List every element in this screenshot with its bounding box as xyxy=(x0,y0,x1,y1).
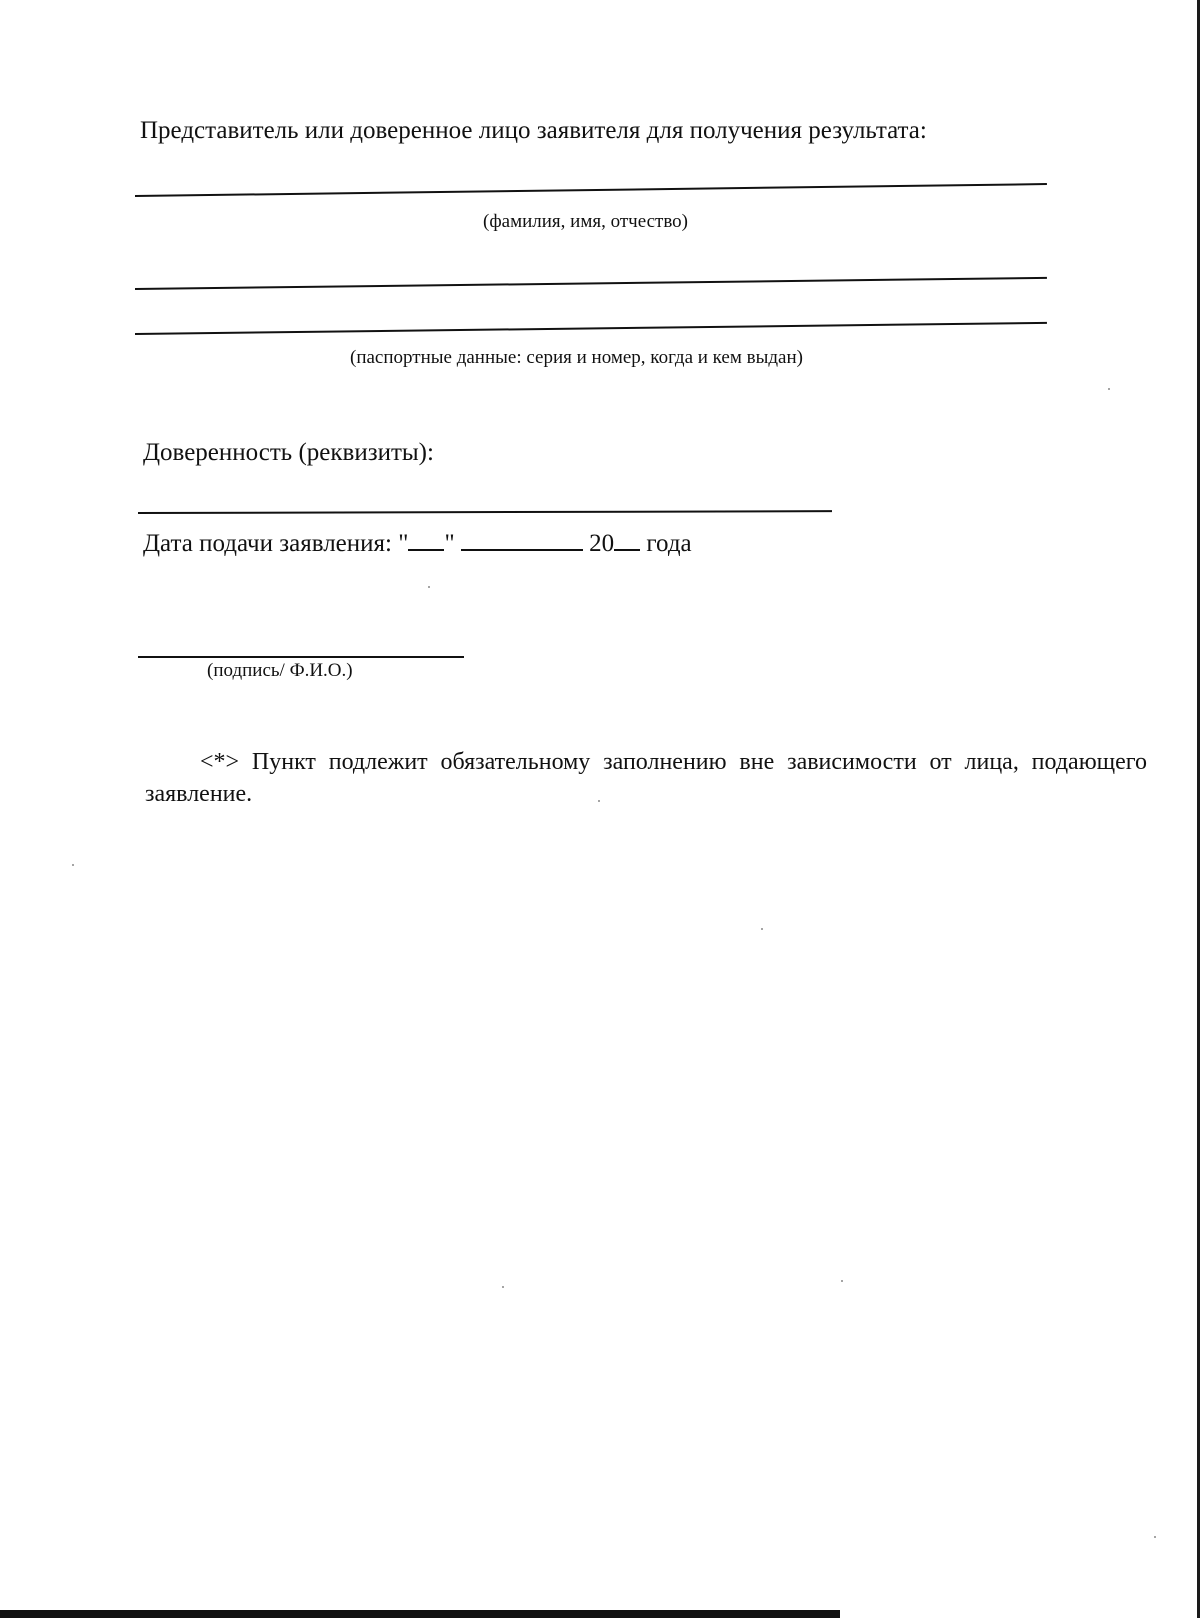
scan-edge-bottom xyxy=(0,1610,840,1618)
submission-date-row xyxy=(143,527,692,559)
date-month-field[interactable] xyxy=(461,527,583,551)
signature-line[interactable] xyxy=(138,656,464,658)
scan-speck xyxy=(1154,1536,1156,1538)
scan-speck xyxy=(1108,388,1110,390)
date-day-field[interactable] xyxy=(408,527,444,551)
representative-fio-line[interactable] xyxy=(135,183,1047,197)
scan-speck xyxy=(598,800,600,802)
scan-speck xyxy=(761,928,763,930)
signature-caption: (подпись/ Ф.И.О.) xyxy=(207,660,353,681)
scan-speck xyxy=(428,586,430,588)
submission-date-label: Дата подачи заявления: " xyxy=(143,530,409,557)
representative-heading: Представитель или доверенное лицо заявителя для получения результата: xyxy=(140,117,927,144)
date-year-field[interactable] xyxy=(614,527,640,551)
date-quote-close: " xyxy=(444,530,455,557)
passport-line-1[interactable] xyxy=(135,277,1047,290)
date-year-suffix: года xyxy=(646,530,692,557)
power-of-attorney-line[interactable] xyxy=(138,510,832,514)
scan-speck xyxy=(502,1286,504,1288)
passport-caption: (паспортные данные: серия и номер, когда и кем выдан) xyxy=(350,347,803,368)
date-century: 20 xyxy=(589,530,615,557)
footnote: <*> Пункт подлежит обязательному заполнению вне зависимости от лица, подающего заявление. xyxy=(145,749,1147,807)
passport-line-2[interactable] xyxy=(135,322,1047,335)
fio-caption: (фамилия, имя, отчество) xyxy=(483,211,689,232)
scan-speck xyxy=(72,864,74,866)
scan-speck xyxy=(841,1280,843,1282)
power-of-attorney-heading: Доверенность (реквизиты): xyxy=(143,439,434,466)
